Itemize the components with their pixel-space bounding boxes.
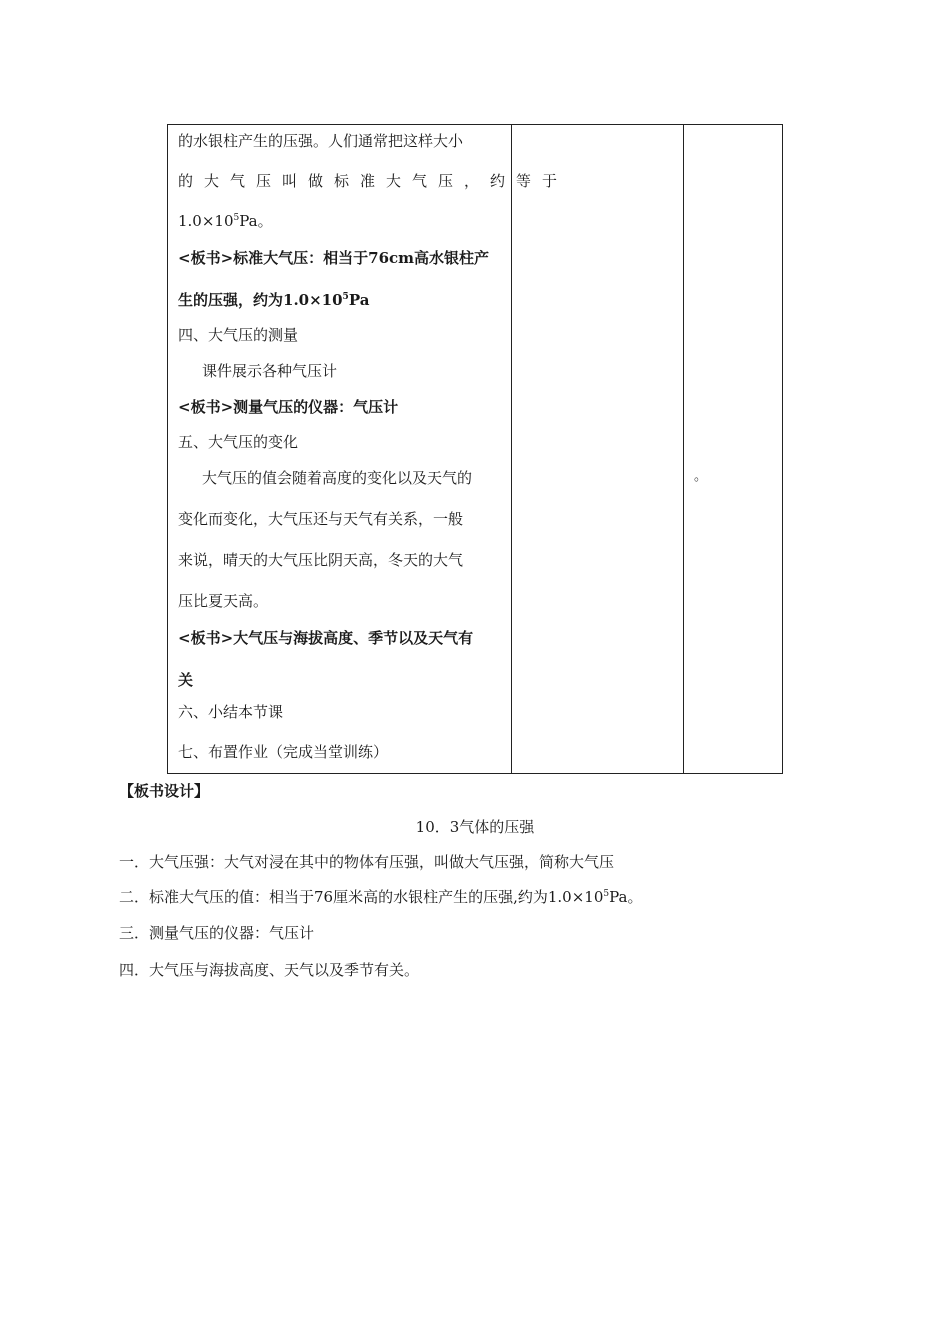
text-line: 课件展示各种气压计 <box>202 362 338 380</box>
board-item: 四．大气压与海拔高度、天气以及季节有关。 <box>119 961 420 979</box>
board-item: 三．测量气压的仪器：气压计 <box>119 924 315 942</box>
board-design-heading: 【板书设计】 <box>119 782 210 800</box>
board-item <box>119 886 642 907</box>
student-activity-column <box>512 125 684 773</box>
text-line <box>178 210 273 231</box>
text-line: 来说，晴天的大气压比阴天高，冬天的大气 <box>178 551 464 569</box>
text-segment: 生的压强，约为1.0×10 <box>178 291 343 309</box>
lesson-table <box>167 124 783 774</box>
teaching-process-column <box>168 125 569 773</box>
text-line: 变化而变化，大气压还与天气有关系，一般 <box>178 510 464 528</box>
text-line: 的水银柱产生的压强。人们通常把这样大小 <box>178 132 464 150</box>
board-design-title: 10．3气体的压强 <box>415 818 535 836</box>
board-note-line <box>178 289 369 310</box>
text-segment: Pa。 <box>609 888 643 906</box>
period-mark: 。 <box>694 469 708 484</box>
text-segment: Pa <box>348 291 370 309</box>
section-heading: 四、大气压的测量 <box>178 326 299 344</box>
design-intent-column <box>684 125 782 773</box>
text-line: 压比夏天高。 <box>178 592 269 610</box>
superscript: 5 <box>603 889 610 899</box>
text-segment: Pa。 <box>239 212 273 230</box>
text-line: 的大气压叫做标准大气压，约等于 <box>178 172 569 190</box>
section-heading: 六、小结本节课 <box>178 703 284 721</box>
section-heading: 七、布置作业（完成当堂训练） <box>178 743 389 761</box>
board-note-line: <板书>测量气压的仪器：气压计 <box>178 398 399 416</box>
text-segment: 1.0×10 <box>178 212 234 230</box>
text-segment: 二．标准大气压的值：相当于76厘米高的水银柱产生的压强,约为1.0×10 <box>119 888 604 906</box>
board-note-line: <板书>标准大气压：相当于76cm高水银柱产 <box>178 249 490 267</box>
superscript: 5 <box>233 213 240 223</box>
board-note-line: 关 <box>178 671 194 689</box>
section-heading: 五、大气压的变化 <box>178 433 299 451</box>
text-line: 大气压的值会随着高度的变化以及天气的 <box>202 469 473 487</box>
superscript: 5 <box>342 292 349 302</box>
board-note-line: <板书>大气压与海拔高度、季节以及天气有 <box>178 629 474 647</box>
board-item: 一．大气压强：大气对浸在其中的物体有压强，叫做大气压强，简称大气压 <box>119 853 615 871</box>
